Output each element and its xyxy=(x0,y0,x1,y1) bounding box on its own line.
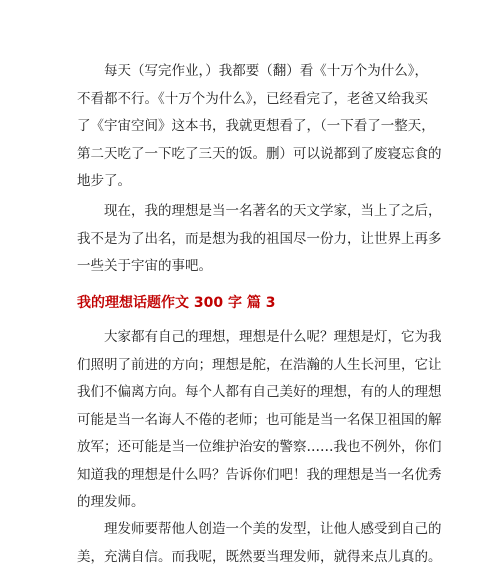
paragraph-4 xyxy=(77,516,423,571)
text-line: 大家都有自己的理想，理想是什么呢？理想是灯，它为我 xyxy=(77,324,423,352)
section-heading: 我的理想话题作文 300 字 篇 3 xyxy=(77,292,423,312)
text-line: 美，充满自信。而我呢，既然要当理发师，就得来点儿真的。 xyxy=(77,544,423,571)
text-line: 知道我的理想是什么吗？告诉你们吧！我的理想是当一名优秀 xyxy=(77,462,423,490)
text-line: 每天（写完作业，）我都要（翻）看《十万个为什么》， xyxy=(77,58,423,86)
text-line: 现在，我的理想是当一名著名的天文学家，当上了之后， xyxy=(77,198,423,226)
text-line: 一些关于宇宙的事吧。 xyxy=(77,253,423,281)
text-line: 了《宇宙空间》这本书，我就更想看了，（一下看了一整天， xyxy=(77,113,423,141)
text-line: 地步了。 xyxy=(77,168,423,196)
text-line: 理发师要帮他人创造一个美的发型，让他人感受到自己的 xyxy=(77,516,423,544)
text-line: 我们不偏离方向。每个人都有自己美好的理想，有的人的理想 xyxy=(77,379,423,407)
text-line: 可能是当一名诲人不倦的老师；也可能是当一名保卫祖国的解 xyxy=(77,407,423,435)
paragraph-3 xyxy=(77,324,423,517)
text-line: 放军；还可能是当一位维护治安的警察……我也不例外，你们 xyxy=(77,434,423,462)
paragraph-2 xyxy=(77,198,423,281)
text-line: 我不是为了出名，而是想为我的祖国尽一份力，让世界上再多 xyxy=(77,226,423,254)
text-line: 不看都不行。《十万个为什么》，已经看完了，老爸又给我买 xyxy=(77,86,423,114)
paragraph-1 xyxy=(77,58,423,196)
text-line: 们照明了前进的方向；理想是舵，在浩瀚的人生长河里，它让 xyxy=(77,352,423,380)
text-line: 第二天吃了一下吃了三天的饭。删）可以说都到了废寝忘食的 xyxy=(77,141,423,169)
text-line: 的理发师。 xyxy=(77,489,423,517)
